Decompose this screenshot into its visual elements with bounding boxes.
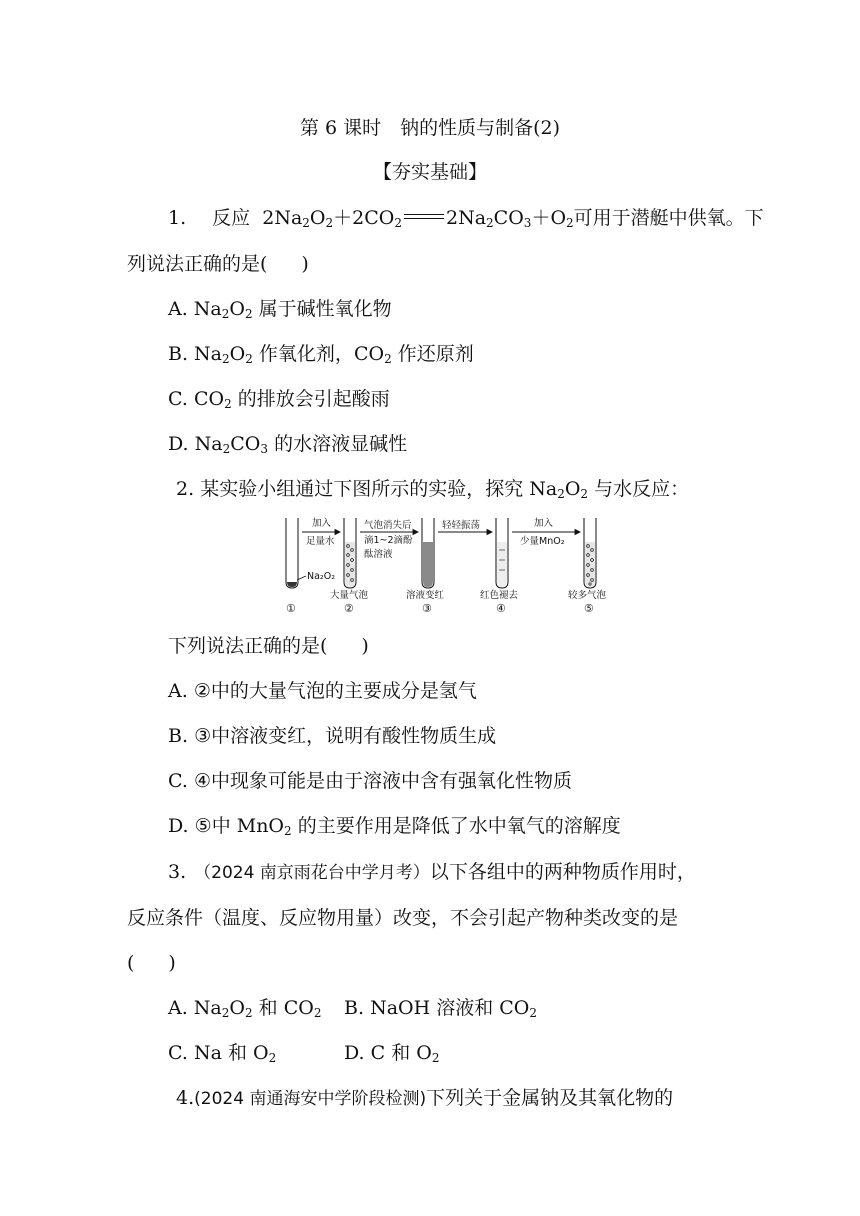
question-number: 1.: [168, 207, 187, 229]
question-2-stem: 下列说法正确的是( ): [168, 635, 369, 657]
tube-number-5: ⑤: [584, 602, 594, 615]
equals-arrow: [404, 214, 444, 219]
solid-sample: [287, 582, 297, 587]
question-1-line-2: 列说法正确的是( ): [127, 253, 309, 275]
question-number: 4.: [176, 1087, 195, 1109]
na2o2-label: Na₂O₂: [307, 571, 336, 582]
step-4-line-1: 加入: [534, 518, 554, 529]
caption-3: 溶液变红: [406, 590, 445, 601]
question-source: (2024 南通海安中学阶段检测): [194, 1089, 427, 1109]
tube-number-3: ③: [422, 602, 432, 615]
question-3-line-2: 反应条件（温度、反应物用量）改变，不会引起产物种类改变的是: [127, 907, 679, 929]
section-heading: 【夯实基础】: [372, 161, 487, 183]
step-2-line-3: 酞溶液: [364, 549, 393, 560]
tube-number-4: ④: [496, 602, 506, 615]
step-1-line-2: 足量水: [306, 536, 335, 547]
option-2d[interactable]: D. ⑤中 MnO$_2$ 的主要作用是降低了水中氧气的溶解度: [168, 815, 621, 838]
tube-number-1: ①: [286, 602, 296, 615]
option-3a[interactable]: A. $Na_2O_2$ 和 $CO_2$: [168, 997, 322, 1020]
caption-2: 大量气泡: [330, 590, 369, 601]
step-2-line-1: 气泡消失后: [364, 520, 412, 531]
option-2b[interactable]: B. ③中溶液变红，说明有酸性物质生成: [168, 725, 497, 747]
option-1c[interactable]: C. $CO_2$ 的排放会引起酸雨: [168, 388, 390, 411]
option-2a[interactable]: A. ②中的大量气泡的主要成分是氢气: [168, 680, 477, 702]
red-solution: [423, 542, 433, 587]
step-3-label: 轻轻振荡: [442, 520, 481, 531]
step-4-line-2: 少量MnO₂: [520, 536, 565, 547]
question-number: 2.: [176, 478, 195, 500]
question-1-line-1: 1. 反应 $2Na_2O_2+2CO_2$ $2Na_2CO_3+O_2$可用于潜艇中供氧。下: [168, 207, 764, 230]
caption-4: 红色褪去: [480, 590, 519, 601]
page-title: 第 6 课时 钠的性质与制备(2): [299, 117, 561, 139]
question-3-line-1: 3. （2024 南京雨花台中学月考）以下各组中的两种物质作用时，: [168, 861, 696, 883]
step-1-line-1: 加入: [312, 518, 332, 529]
question-3-line-3: ( ): [127, 952, 176, 974]
option-1a[interactable]: A. $Na_2O_2$ 属于碱性氧化物: [168, 298, 392, 321]
option-1b[interactable]: B. $Na_2O_2$ 作氧化剂，$CO_2$ 作还原剂: [168, 343, 474, 366]
caption-5: 较多气泡: [568, 590, 607, 601]
option-3c[interactable]: C. Na 和 $O_2$: [168, 1042, 277, 1065]
experiment-diagram: [282, 512, 612, 616]
question-4-line-1: 4.(2024 南通海安中学阶段检测)下列关于金属钠及其氧化物的: [176, 1087, 674, 1109]
option-3d[interactable]: D. C 和 $O_2$: [344, 1042, 440, 1065]
option-1d[interactable]: D. $Na_2CO_3$ 的水溶液显碱性: [168, 433, 408, 456]
option-3b[interactable]: B. NaOH 溶液和 $CO_2$: [344, 997, 537, 1020]
question-source: （2024 南京雨花台中学月考）: [194, 863, 430, 883]
step-2-line-2: 滴1~2滴酚: [364, 535, 413, 546]
question-2-line-1: 2. 某实验小组通过下图所示的实验，探究 $Na_2O_2$ 与水反应：: [176, 478, 690, 501]
tube-number-2: ②: [344, 602, 354, 615]
option-2c[interactable]: C. ④中现象可能是由于溶液中含有强氧化性物质: [168, 770, 572, 792]
test-tube-1: [286, 518, 298, 588]
question-number: 3.: [168, 861, 187, 883]
